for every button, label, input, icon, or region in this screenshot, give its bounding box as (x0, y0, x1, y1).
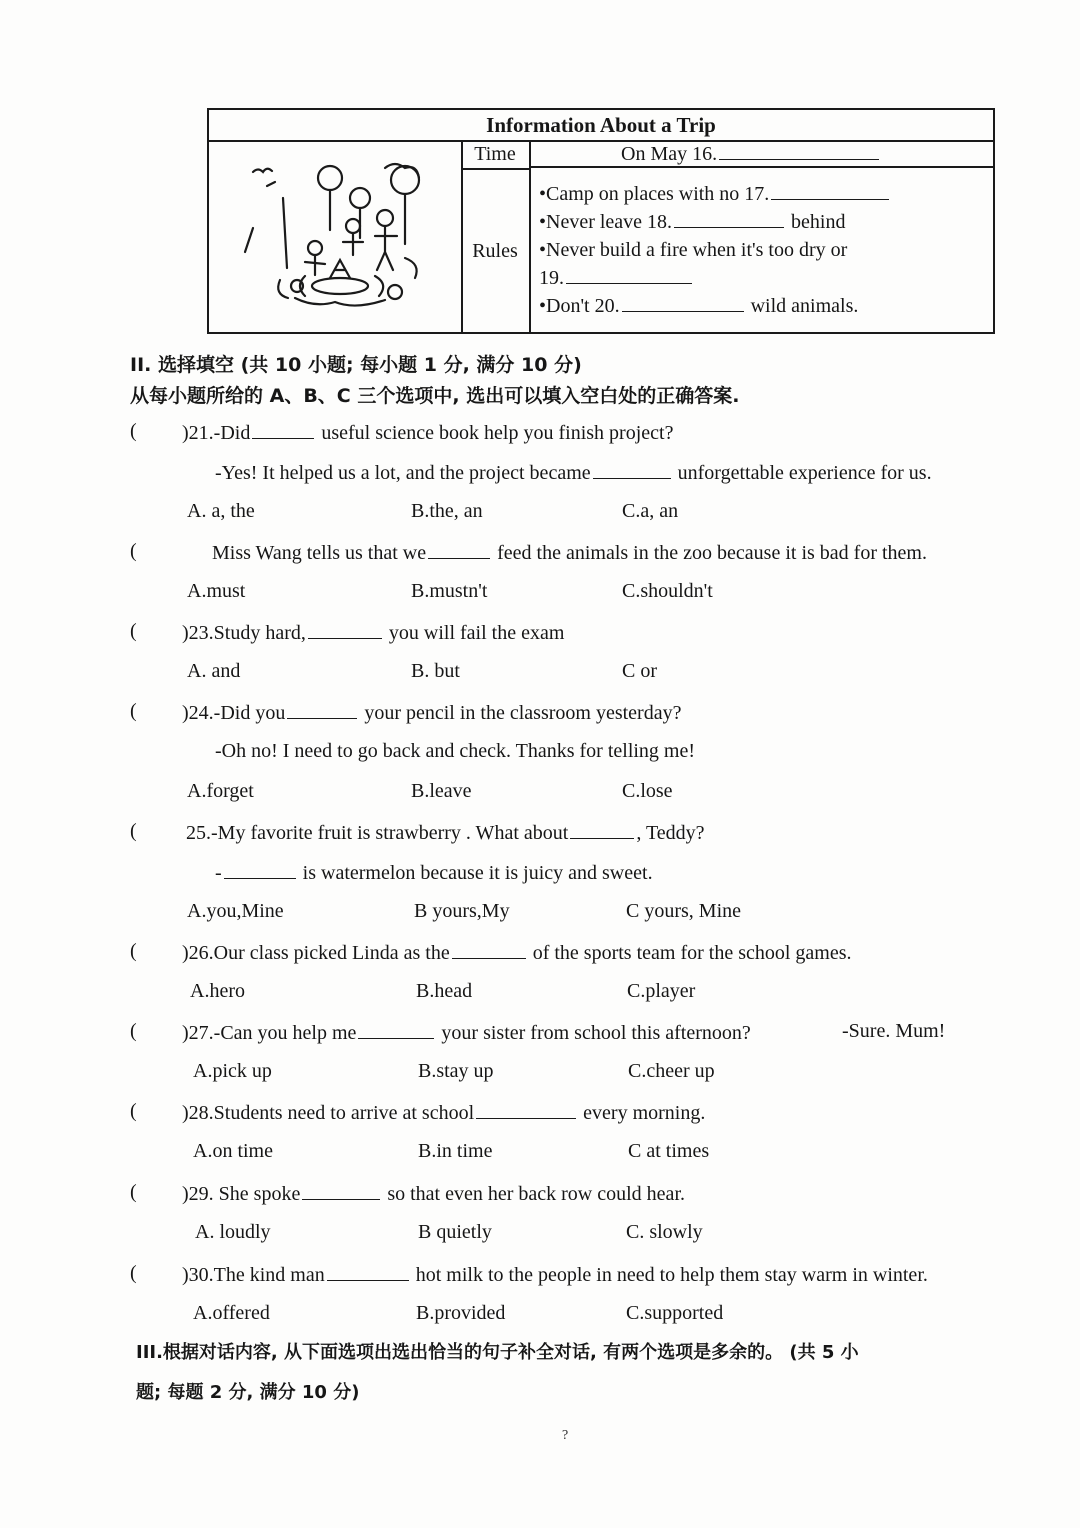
blank[interactable] (287, 700, 357, 719)
page-mark: ? (562, 1428, 569, 1443)
section-2-title: II. 选择填空 (共 10 小题; 每小题 1 分, 满分 10 分) (130, 354, 582, 376)
question-24 (130, 700, 1030, 728)
question-stem (182, 420, 673, 445)
option-a[interactable]: A.must (187, 580, 246, 602)
stem-part: )23.Study hard, (182, 622, 306, 644)
blank[interactable] (452, 940, 526, 959)
stem-part: feed the animals in the zoo because it is bad for them. (497, 542, 927, 564)
option-a[interactable]: A.offered (193, 1302, 270, 1324)
stem-part: )26.Our class picked Linda as the (182, 942, 450, 964)
rule-text-after: behind (791, 211, 846, 233)
option-a[interactable]: A. and (187, 660, 241, 682)
blank[interactable] (358, 1020, 434, 1039)
blank-20[interactable] (622, 293, 744, 312)
section-3-points: 题; 每题 2 分, 满分 10 分) (136, 1382, 360, 1403)
rule-18 (539, 208, 985, 236)
table-title: Information About a Trip (209, 110, 993, 142)
answer-paren[interactable]: ( (130, 420, 137, 442)
option-b[interactable]: B.in time (418, 1140, 493, 1162)
question-29 (130, 1181, 1030, 1209)
stem-part: -Yes! It helped us a lot, and the project became (215, 462, 591, 484)
stem-part: so that even her back row could hear. (387, 1183, 685, 1205)
question-25 (130, 820, 1030, 848)
answer-paren[interactable]: ( (130, 1181, 137, 1203)
option-a[interactable]: A. a, the (187, 500, 255, 522)
option-a[interactable]: A.on time (193, 1140, 273, 1162)
option-a[interactable]: A.hero (190, 980, 245, 1002)
option-b[interactable]: B.leave (411, 780, 472, 802)
section-2-instruction: 从每小题所给的 A、B、C 三个选项中, 选出可以填入空白处的正确答案. (130, 385, 740, 407)
stem-part: - (215, 862, 222, 884)
question-21 (130, 420, 1030, 448)
camping-illustration (235, 158, 435, 318)
option-b[interactable]: B quietly (418, 1221, 492, 1243)
answer-paren[interactable]: ( (130, 940, 137, 962)
stem-part: unforgettable experience for us. (677, 462, 932, 484)
stem-part: -Oh no! I need to go back and check. Thanks for telling me! (215, 740, 696, 762)
option-b[interactable]: B.mustn't (411, 580, 488, 602)
stem-part: 25.-My favorite fruit is strawberry . What about (186, 822, 569, 844)
stem-part: )24.-Did you (182, 702, 286, 724)
rule-text: •Don't 20. (539, 295, 620, 317)
blank[interactable] (252, 420, 314, 439)
question-stem (182, 940, 852, 965)
rule-text: •Never build a fire when it's too dry or (539, 239, 848, 261)
rule-17 (539, 180, 985, 208)
stem-part: , Teddy? (636, 822, 705, 844)
question-26 (130, 940, 1030, 968)
stem-part: every morning. (583, 1102, 706, 1124)
stem-part: is watermelon because it is juicy and sweet. (302, 862, 653, 884)
question-stem (182, 1181, 685, 1206)
option-a[interactable]: A.you,Mine (187, 900, 284, 922)
stem-part: )21.-Did (182, 422, 251, 444)
question-30 (130, 1262, 1050, 1290)
question-stem (182, 700, 681, 725)
option-b[interactable]: B.stay up (418, 1060, 494, 1082)
time-label: Time (461, 140, 529, 170)
stem-part: )29. She spoke (182, 1183, 301, 1205)
option-b[interactable]: B yours,My (414, 900, 510, 922)
question-24-response (215, 740, 695, 763)
option-b[interactable]: B.head (416, 980, 473, 1002)
question-28 (130, 1100, 1030, 1128)
question-23 (130, 620, 1030, 648)
question-stem (186, 820, 705, 845)
question-21-response (215, 460, 932, 485)
trip-info-table (207, 108, 995, 334)
option-c[interactable]: C.a, an (622, 500, 679, 522)
option-c[interactable]: C.supported (626, 1302, 724, 1324)
option-a[interactable]: A.pick up (193, 1060, 272, 1082)
question-27-reply: -Sure. Mum! (842, 1020, 946, 1042)
option-b[interactable]: B. but (411, 660, 460, 682)
answer-paren[interactable]: ( (130, 540, 137, 562)
question-27 (130, 1020, 1030, 1048)
blank[interactable] (428, 540, 490, 559)
blank[interactable] (593, 460, 671, 479)
blank-16[interactable] (719, 141, 879, 160)
blank[interactable] (570, 820, 634, 839)
question-stem (182, 620, 564, 645)
section-3-title: III.根据对话内容, 从下面选项出选出恰当的句子补全对话, 有两个选项是多余的。 (共 5 小 (136, 1342, 859, 1363)
rule-text-after: wild animals. (750, 295, 859, 317)
time-value (529, 140, 993, 168)
option-c[interactable]: C or (622, 660, 657, 682)
option-c[interactable]: C at times (628, 1140, 710, 1162)
option-c[interactable]: C.cheer up (628, 1060, 715, 1082)
stem-part: )27.-Can you help me (182, 1022, 357, 1044)
rule-text: 19. (539, 267, 564, 289)
answer-paren[interactable]: ( (130, 700, 137, 722)
stem-part: )30.The kind man (182, 1264, 325, 1286)
answer-paren[interactable]: ( (130, 1100, 137, 1122)
question-25-response (215, 860, 653, 885)
rule-text: •Never leave 18. (539, 211, 673, 233)
option-c[interactable]: C.player (627, 980, 696, 1002)
option-a[interactable]: A. loudly (195, 1221, 271, 1243)
rule-20 (539, 292, 985, 320)
label-column (461, 140, 531, 332)
stem-part: useful science book help you finish project? (321, 422, 674, 444)
option-b[interactable]: B.the, an (411, 500, 483, 522)
blank[interactable] (476, 1100, 576, 1119)
time-prefix: On May 16. (621, 143, 718, 165)
stem-part: your sister from school this afternoon? (441, 1022, 751, 1044)
stem-part: you will fail the exam (388, 622, 565, 644)
question-stem (182, 1020, 751, 1045)
option-c[interactable]: C.lose (622, 780, 673, 802)
question-stem (182, 1262, 928, 1287)
blank[interactable] (224, 860, 296, 879)
option-c[interactable]: C.shouldn't (622, 580, 713, 602)
blank-18[interactable] (674, 209, 784, 228)
answer-paren[interactable]: ( (130, 620, 137, 642)
blank[interactable] (302, 1181, 380, 1200)
question-stem (212, 540, 927, 565)
question-stem (182, 1100, 705, 1125)
answer-paren[interactable]: ( (130, 820, 137, 842)
rule-19-line2 (539, 264, 985, 292)
stem-part: of the sports team for the school games. (532, 942, 852, 964)
question-22 (130, 540, 1030, 568)
camping-illustration-cell (209, 140, 463, 332)
option-b[interactable]: B.provided (416, 1302, 506, 1324)
rule-text: •Camp on places with no 17. (539, 183, 770, 205)
option-c[interactable]: C yours, Mine (626, 900, 741, 922)
stem-part: Miss Wang tells us that we (212, 542, 427, 564)
answer-paren[interactable]: ( (130, 1020, 137, 1042)
blank[interactable] (327, 1262, 409, 1281)
blank-17[interactable] (771, 181, 889, 200)
stem-part: )28.Students need to arrive at school (182, 1102, 475, 1124)
rules-list (539, 180, 985, 320)
option-c[interactable]: C. slowly (626, 1221, 703, 1243)
stem-part: hot milk to the people in need to help them stay warm in winter. (415, 1264, 928, 1286)
option-a[interactable]: A.forget (187, 780, 254, 802)
stem-part: your pencil in the classroom yesterday? (364, 702, 682, 724)
blank-19[interactable] (566, 265, 692, 284)
rules-label: Rules (472, 240, 518, 262)
rule-19-line1 (539, 236, 985, 264)
blank[interactable] (308, 620, 382, 639)
answer-paren[interactable]: ( (130, 1262, 137, 1284)
